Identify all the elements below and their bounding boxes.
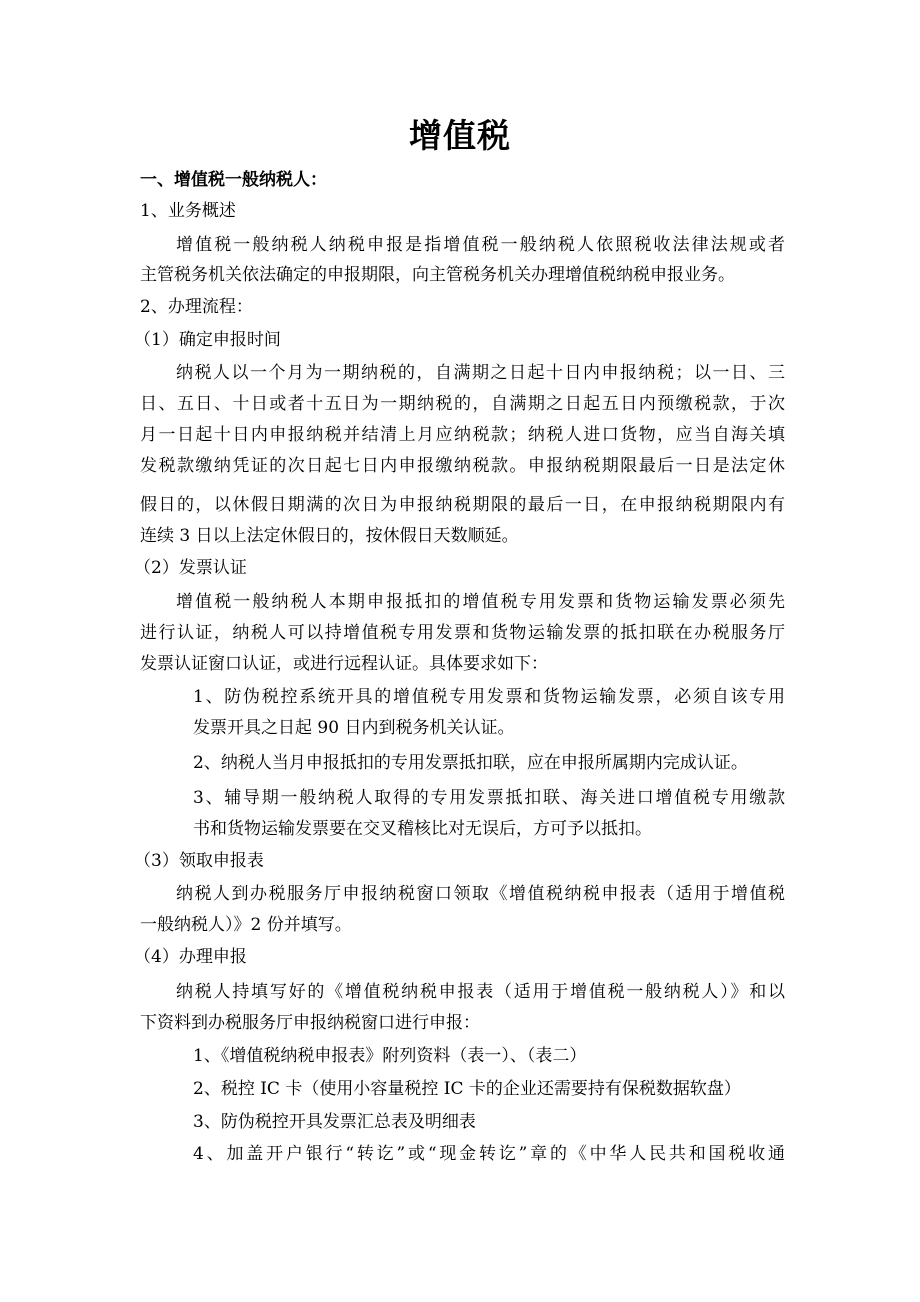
paragraph-line: 进行认证，纳税人可以持增值税专用发票和货物运输发票的抵扣联在办税服务厅: [140, 623, 785, 643]
item-heading-process: 2、办理流程：: [140, 297, 253, 317]
document-title: 增值税: [409, 116, 511, 155]
paragraph-line: 发税款缴纳凭证的次日起七日内申报缴纳税款。申报纳税期限最后一日是法定休: [140, 456, 785, 476]
list-item: 4、加盖开户银行“转讫”或“现金转讫”章的《中华人民共和国税收通: [193, 1144, 785, 1164]
paragraph-line: 连续 3 日以上法定休假日的，按休假日天数顺延。: [140, 526, 519, 546]
step-heading: （2）发票认证: [134, 558, 247, 578]
step-heading: （4）办理申报: [134, 947, 247, 967]
paragraph-line: 纳税人到办税服务厅申报纳税窗口领取《增值税纳税申报表（适用于增值税: [176, 884, 785, 904]
list-item: 1、防伪税控系统开具的增值税专用发票和货物运输发票，必须自该专用: [193, 687, 785, 707]
item-heading-overview: 1、业务概述: [140, 201, 236, 221]
paragraph-line: 月一日起十日内申报纳税并结清上月应纳税款；纳税人进口货物，应当自海关填: [140, 425, 785, 445]
section-heading: 一、增值税一般纳税人：: [140, 170, 327, 190]
list-item: 发票开具之日起 90 日内到税务机关认证。: [193, 718, 515, 738]
paragraph-line: 下资料到办税服务厅申报纳税窗口进行申报：: [140, 1013, 480, 1033]
paragraph-line: 增值税一般纳税人本期申报抵扣的增值税专用发票和货物运输发票必须先: [176, 592, 785, 612]
paragraph-line: 日、五日、十日或者十五日为一期纳税的，自满期之日起五日内预缴税款，于次: [140, 394, 785, 414]
list-item: 3、防伪税控开具发票汇总表及明细表: [193, 1112, 476, 1132]
paragraph-line: 主管税务机关依法确定的申报期限，向主管税务机关办理增值税纳税申报业务。: [140, 265, 735, 285]
list-item: 2、税控 IC 卡（使用小容量税控 IC 卡的企业还需要持有保税数据软盘）: [193, 1079, 741, 1099]
list-item: 3、辅导期一般纳税人取得的专用发票抵扣联、海关进口增值税专用缴款: [193, 788, 785, 808]
step-heading: （1）确定申报时间: [134, 330, 281, 350]
step-heading: （3）领取申报表: [134, 851, 264, 871]
paragraph-line: 纳税人持填写好的《增值税纳税申报表（适用于增值税一般纳税人）》和以: [176, 982, 785, 1002]
paragraph-line: 纳税人以一个月为一期纳税的，自满期之日起十日内申报纳税；以一日、三: [176, 363, 785, 383]
paragraph-line: 增值税一般纳税人纳税申报是指增值税一般纳税人依照税收法律法规或者: [176, 235, 785, 255]
paragraph-line: 发票认证窗口认证，或进行远程认证。具体要求如下：: [140, 654, 548, 674]
list-item: 2、纳税人当月申报抵扣的专用发票抵扣联，应在申报所属期内完成认证。: [193, 753, 748, 773]
list-item: 书和货物运输发票要在交叉稽核比对无误后，方可予以抵扣。: [193, 819, 652, 839]
paragraph-line: 一般纳税人）》2 份并填写。: [140, 915, 352, 935]
paragraph-line: 假日的，以休假日期满的次日为申报纳税期限的最后一日，在申报纳税期限内有: [140, 495, 785, 515]
list-item: 1、《增值税纳税申报表》附列资料（表一）、（表二）: [193, 1046, 587, 1066]
